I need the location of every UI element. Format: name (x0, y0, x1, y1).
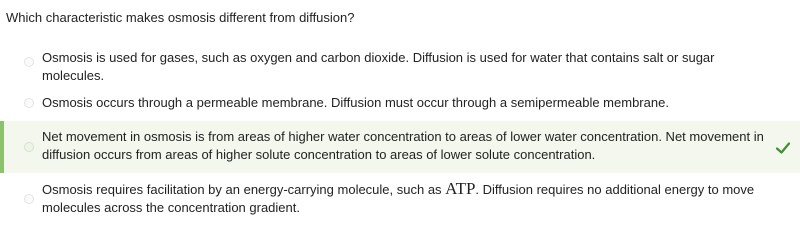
answer-text-before: Osmosis requires facilitation by an energy-carrying molecule, such as (42, 182, 446, 197)
check-icon (774, 139, 792, 157)
radio-button[interactable] (24, 142, 34, 152)
answer-text (42, 180, 758, 217)
radio-button[interactable] (24, 194, 34, 204)
answer-text: Osmosis is used for gases, such as oxygen and carbon dioxide. Diffusion is used for water that contains salt or sugar molecules. (42, 50, 715, 83)
answer-option-3-correct[interactable] (0, 121, 800, 173)
radio-button[interactable] (24, 98, 34, 108)
answer-text: Osmosis occurs through a permeable membrane. Diffusion must occur through a semipermeable membrane. (42, 95, 669, 110)
answer-text: Net movement in osmosis is from areas of higher water concentration to areas of lower water concentration. Net movement in diffusion occurs from areas of higher solute concentration to areas of lower solute concentration. (42, 129, 764, 162)
radio-button[interactable] (24, 57, 34, 67)
answer-text-after: . Diffusion requires no additional energy to move molecules across the concentration gradient. (42, 182, 755, 215)
question-text: Which characteristic makes osmosis different from diffusion? (6, 10, 355, 25)
atp-formula: ATP (445, 179, 476, 198)
answer-option-2[interactable] (0, 93, 800, 115)
answer-option-4[interactable] (0, 180, 800, 220)
answer-option-1[interactable] (0, 48, 800, 84)
